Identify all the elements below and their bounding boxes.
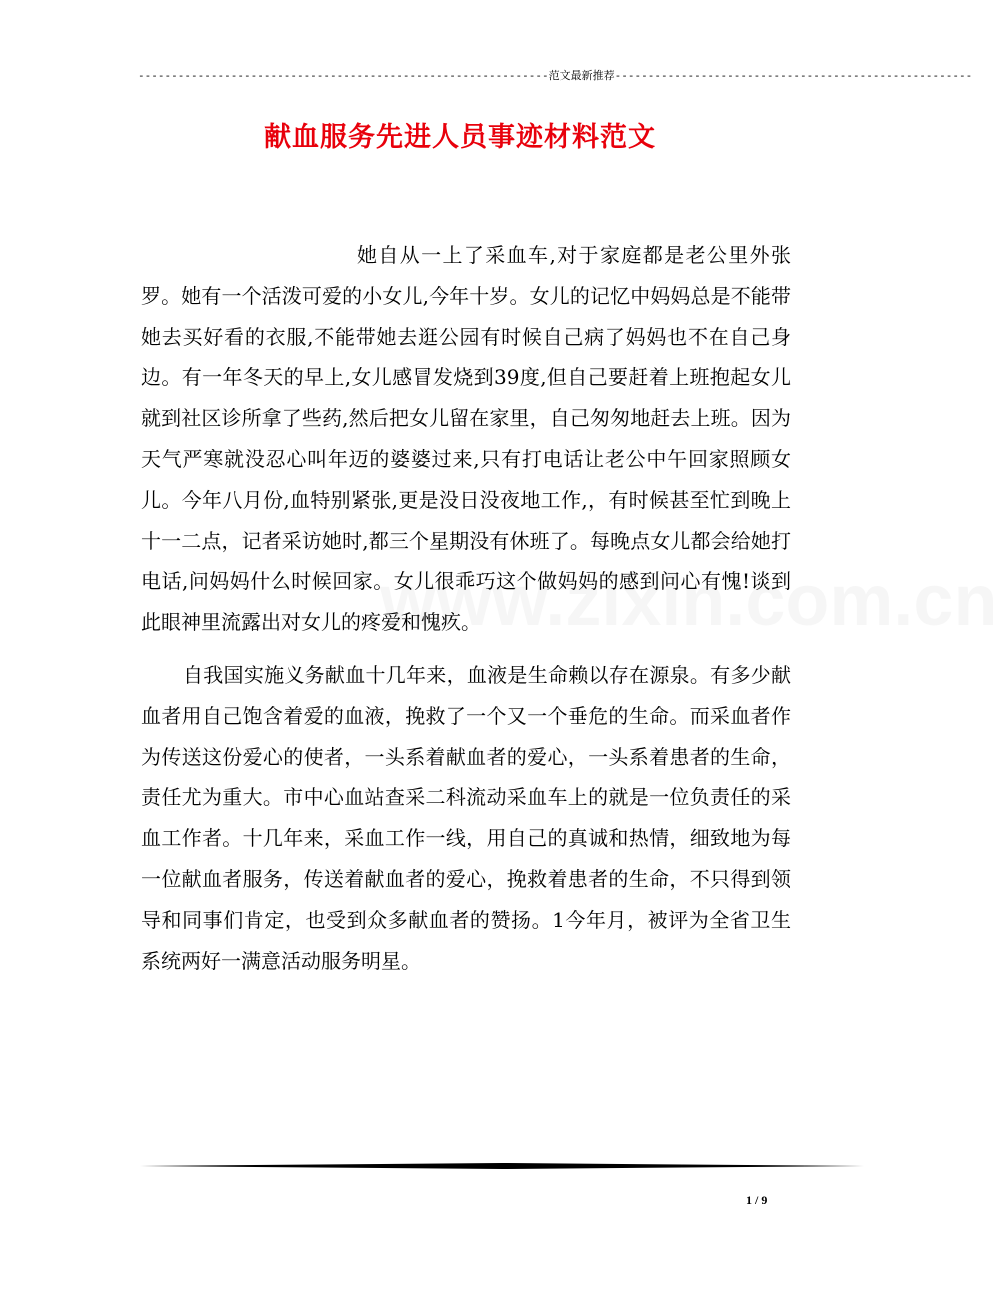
footer-divider <box>140 1163 864 1169</box>
document-title: 献血服务先进人员事迹材料范文 <box>264 122 656 153</box>
paragraph-2: 自我国实施义务献血十几年来，血液是生命赖以存在源泉。有多少献血者用自己饱含着爱的血液，挽救了一个又一个垂危的生命。而采血者作为传送这份爱心的使者，一头系着献血者的爱心，一头系着患者的生命，责任尤为重大。市中心血站查采二科流动采血车上的就是一位负责任的采血工作者。十几年来，采血工作一线，用自己的真诚和热情，细致地为每一位献血者服务，传送着献血者的爱心，挽救着患者的生命，不只得到领导和同事们肯定，也受到众多献血者的赞扬。1今年月，被评为全省卫生系统两好一满意活动服务明星。 <box>141 662 791 973</box>
document-body <box>141 235 791 981</box>
paragraph-1: 她自从一上了采血车,对于家庭都是老公里外张罗。她有一个活泼可爱的小女儿,今年十岁。女儿的记忆中妈妈总是不能带她去买好看的衣服,不能带她去逛公园有时候自己病了妈妈也不在自己身边。有一年冬天的早上,女儿感冒发烧到39度,但自己要赶着上班抱起女儿就到社区诊所拿了些药,然后把女儿留在家里，自己匆匆地赶去上班。因为天气严寒就没忍心叫年迈的婆婆过来,只有打电话让老公中午回家照顾女儿。今年八月份,血特别紧张,更是没日没夜地工作,，有时候甚至忙到晚上十一二点，记者采访她时,都三个星期没有休班了。每晚点女儿都会给她打电话,问妈妈什么时候回家。女儿很乖巧这个做妈妈的感到问心有愧!谈到此眼神里流露出对女儿的疼爱和愧疚。 <box>141 243 791 635</box>
page-number: 1 / 9 <box>746 1193 768 1207</box>
page-header-recommend: --------------------------------------------------------------范文最新推荐------------------------------------------------------ <box>138 69 973 82</box>
